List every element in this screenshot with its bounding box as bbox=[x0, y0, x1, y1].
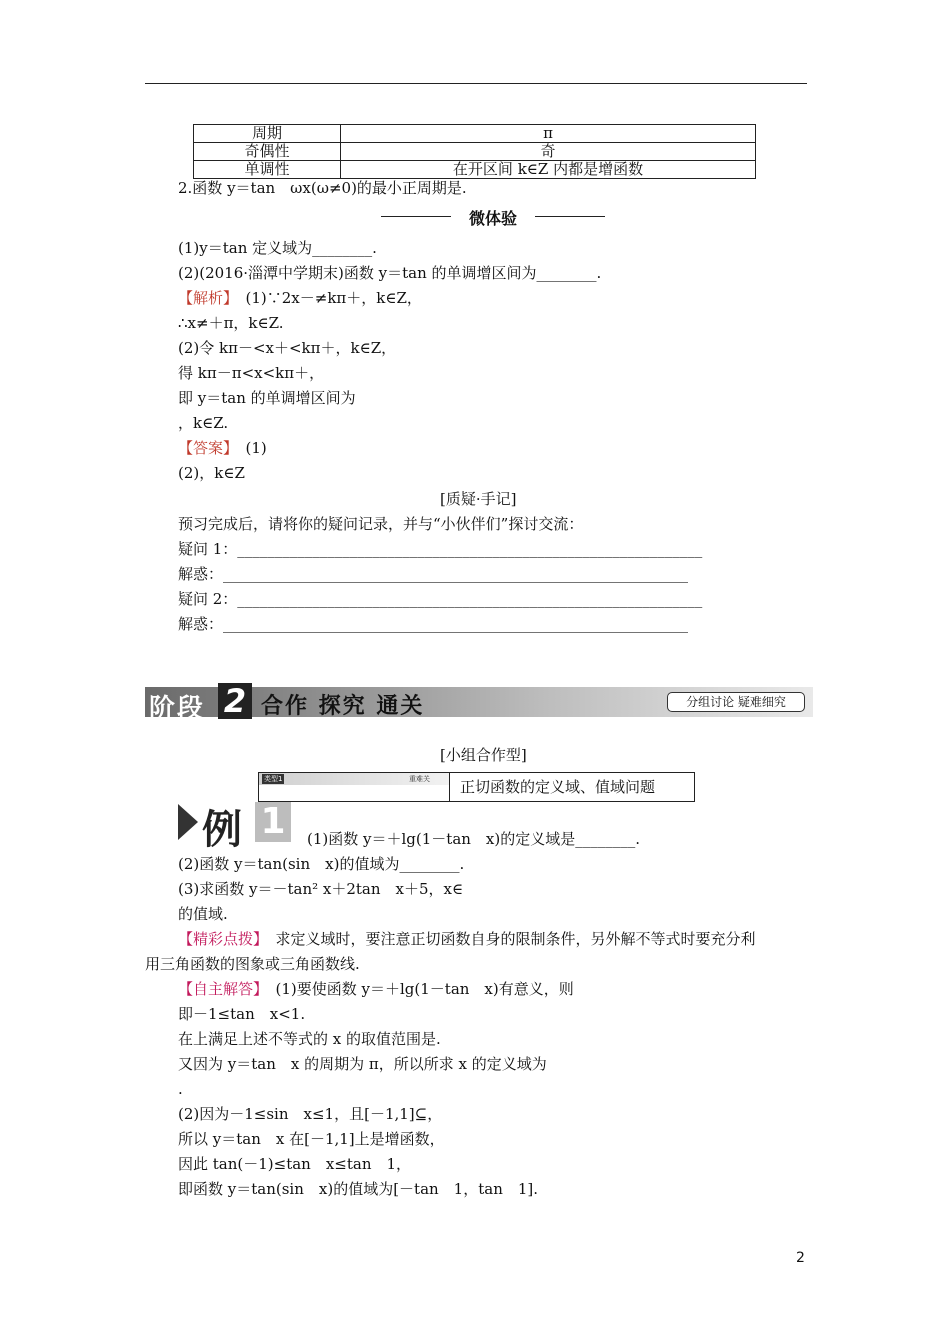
analysis-line bbox=[178, 288, 422, 308]
table-cell: 在开区间 k∈Z 内都是增函数 bbox=[341, 161, 756, 179]
hint-tag: 【精彩点拨】 bbox=[178, 930, 261, 948]
text-line: 即函数 y＝tan(sin x)的值域为[－tan 1，tan 1]. bbox=[178, 1180, 539, 1198]
question-1: (1)y＝tan 定义域为________. bbox=[178, 239, 377, 257]
header-rule bbox=[145, 83, 807, 84]
text-line: (2)因为－1≤sin x≤1，且[－1,1]⊆， bbox=[178, 1105, 443, 1123]
text-line: (2)令 kπ－<x＋<kπ＋，k∈Z， bbox=[178, 339, 397, 357]
heading-rule-right bbox=[535, 216, 605, 217]
answer-blank: 解惑：______________________________________________________________ bbox=[178, 615, 689, 633]
table-cell: 周期 bbox=[194, 125, 341, 143]
question-blank: 疑问 1：______________________________________________________________ bbox=[178, 540, 703, 558]
page-number: 2 bbox=[796, 1250, 805, 1266]
question-blank: 疑问 2：______________________________________________________________ bbox=[178, 590, 703, 608]
type-box bbox=[258, 772, 695, 802]
example-question-3: (3)求函数 y＝－tan² x＋2tan x＋5，x∈ bbox=[178, 880, 464, 898]
text-line: 又因为 y＝tan x 的周期为 π，所以所求 x 的定义域为 bbox=[178, 1055, 547, 1073]
hint-text: 求定义域时，要注意正切函数自身的限制条件，另外解不等式时要充分利 bbox=[260, 930, 756, 948]
solution-line bbox=[178, 979, 574, 999]
table-cell: 单调性 bbox=[194, 161, 341, 179]
text-line: 预习完成后，请将你的疑问记录，并与“小伙伴们”探讨交流： bbox=[178, 515, 584, 533]
hint-line bbox=[178, 929, 756, 949]
text-line: (2)，k∈Z bbox=[178, 464, 245, 482]
stage-title: 合作 探究 通关 bbox=[261, 694, 425, 719]
heading-rule-left bbox=[381, 216, 451, 217]
type-level: 重难关 bbox=[409, 775, 430, 783]
answer-text: (1) bbox=[230, 439, 267, 457]
stage-tag: 分组讨论 疑难细究 bbox=[667, 692, 805, 712]
example-question-1: (1)函数 y＝＋lg(1－tan x)的定义域是________. bbox=[307, 830, 640, 848]
table-row bbox=[194, 143, 756, 161]
example-badge bbox=[178, 800, 292, 853]
text-line: 用三角函数的图象或三角函数线. bbox=[145, 955, 360, 973]
text-line: 得 kπ－π<x<kπ＋， bbox=[178, 364, 325, 382]
answer-blank: 解惑：______________________________________________________________ bbox=[178, 565, 689, 583]
table-row bbox=[194, 125, 756, 143]
example-question-2: (2)函数 y＝tan(sin x)的值域为________. bbox=[178, 855, 465, 873]
stage-number: 2 bbox=[218, 683, 252, 719]
table-row bbox=[194, 161, 756, 179]
text-line: 所以 y＝tan x 在[－1,1]上是增函数， bbox=[178, 1130, 445, 1148]
example-char: 例 bbox=[202, 806, 242, 853]
heading-text: 微体验 bbox=[468, 209, 517, 228]
type-label: 类型1 bbox=[264, 775, 283, 783]
text-line: 即－1≤tan x<1. bbox=[178, 1005, 306, 1023]
stage-banner bbox=[145, 682, 813, 724]
text-line: 即 y＝tan 的单调增区间为 bbox=[178, 389, 356, 407]
table-cell: 奇偶性 bbox=[194, 143, 341, 161]
text-line: 在上满足上述不等式的 x 的取值范围是. bbox=[178, 1030, 441, 1048]
analysis-tag: 【解析】 bbox=[178, 289, 231, 307]
answer-line bbox=[178, 438, 267, 458]
text-line: ∴x≠＋π，k∈Z. bbox=[178, 314, 284, 332]
type-box-divider bbox=[449, 773, 450, 801]
micro-experience-heading bbox=[381, 206, 605, 226]
arrow-icon bbox=[178, 804, 198, 840]
solution-text: (1)要使函数 y＝＋lg(1－tan x)有意义，则 bbox=[260, 980, 574, 998]
stage-label: 阶段 bbox=[149, 694, 206, 724]
text-line: ，k∈Z. bbox=[178, 414, 229, 432]
notes-heading: [质疑·手记] bbox=[440, 490, 517, 508]
section-heading: [小组合作型] bbox=[440, 746, 527, 764]
answer-tag: 【答案】 bbox=[178, 439, 231, 457]
type-title: 正切函数的定义域、值域问题 bbox=[460, 778, 656, 796]
text-line: 2.函数 y＝tan ωx(ω≠0)的最小正周期是. bbox=[178, 179, 467, 197]
table-cell: π bbox=[341, 125, 756, 143]
text-line: 的值域. bbox=[178, 905, 228, 923]
text-line: . bbox=[178, 1080, 183, 1098]
solution-tag: 【自主解答】 bbox=[178, 980, 261, 998]
analysis-text: (1)∵2x－≠kπ＋，k∈Z， bbox=[230, 289, 422, 307]
table-cell: 奇 bbox=[341, 143, 756, 161]
properties-table bbox=[193, 124, 756, 179]
question-2: (2)(2016·淄潭中学期末)函数 y＝tan 的单调增区间为________. bbox=[178, 264, 602, 282]
example-number: 1 bbox=[255, 802, 291, 842]
text-line: 因此 tan(－1)≤tan x≤tan 1， bbox=[178, 1155, 412, 1173]
